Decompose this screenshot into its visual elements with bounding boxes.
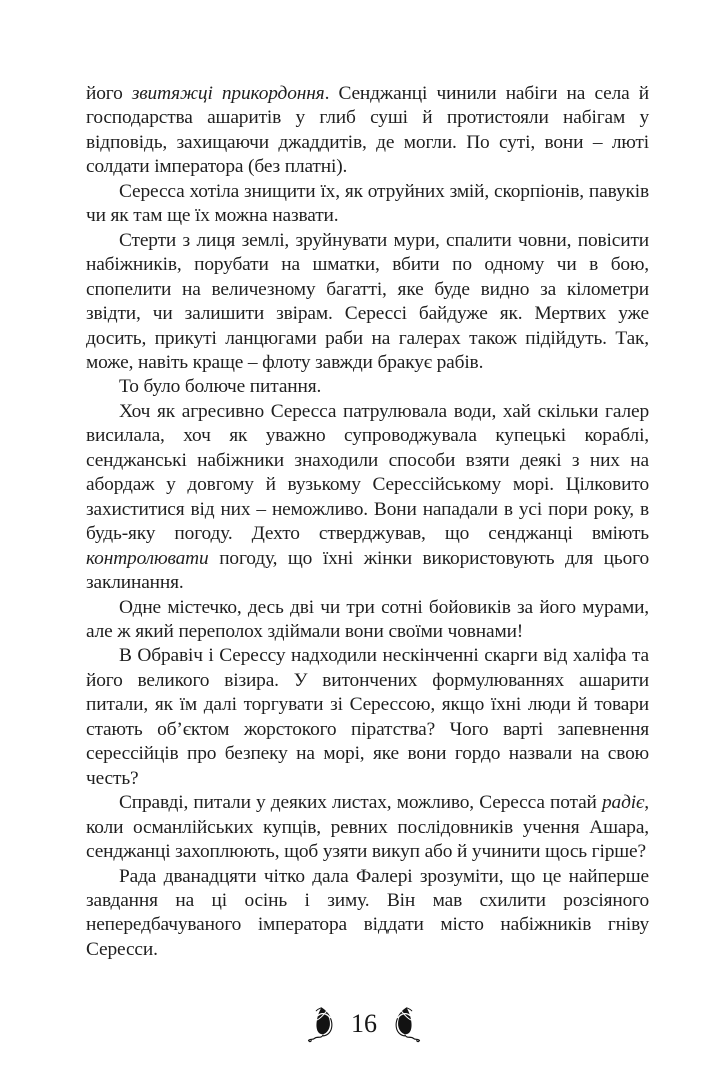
page-number: 16 xyxy=(351,1009,377,1038)
paragraph: Одне містечко, десь дві чи три сотні бойовиків за його мурами, але ж який переполох здіймали вони своїми човнами! xyxy=(86,596,649,642)
fleuron-right-icon xyxy=(388,1005,422,1043)
paragraph: Сересса хотіла знищити їх, як отруйних змій, скорпіонів, павуків чи як там ще їх можна назвати. xyxy=(86,180,649,227)
paragraph: Справді, питали у деяких листах, можливо, Сересса потай радіє, коли османлійських купців, ревних послідовників учення Ашара, сенджанці захоплюють, щоб узяти викуп або й учинити щось гірше? xyxy=(86,792,649,863)
paragraph: Рада дванадцяти чітко дала Фалері зрозуміти, що це найперше завдання на ці осінь і зиму. Він мав схилити розсіяного непередбачуваного імператора віддати місто набіжників гніву Сересси. xyxy=(86,865,649,960)
text-block xyxy=(86,82,649,962)
paragraph: То було болюче питання. xyxy=(119,376,322,398)
page-footer xyxy=(0,1002,728,1046)
paragraph: Хоч як агресивно Сересса патрулювала води, хай скільки галер висилала, хоч як уважно супроводжувала купецькі кораблі, сенджанські набіжники знаходили способи взяти деякі з них на абордаж у довгому й вузькому Серессійському морі. Цілковито захиститися від них – неможливо. Вони нападали в усі пори року, в будь-яку погоду. Дехто стверджував, що сенджанці вміють контролювати погоду, що їхні жінки використовують для цього заклинання. xyxy=(86,400,649,594)
paragraph: В Обравіч і Серессу надходили нескінченні скарги від халіфа та його великого візира. У витончених формулюваннях ашарити питали, як їм далі торгувати зі Серессою, якщо їхні люди й товари стають об’єктом жорстокого піратства? Чого варті запевнення серессійців про безпеку на морі, яке вони гордо назвали на свою честь? xyxy=(86,645,649,789)
paragraph: Стерти з лиця землі, зруйнувати мури, спалити човни, повісити набіжників, порубати на шматки, вбити по одному чи в бою, спопелити на величезному багатті, яке буде видно за кілометри звідти, чи залишити звірам. Серессі байдуже як. Мертвих уже досить, прикуті ланцюгами раби на галерах також підійдуть. Так, може, навіть краще – флоту завжди бракує рабів. xyxy=(86,229,649,373)
paragraph: його звитяжці прикордоння. Сенджанці чинили набіги на села й господарства ашаритів у глиб суші й протистояли набігам у відповідь, захищаючи джаддитів, де могли. По суті, вони – люті солдати імператора (без платні). xyxy=(86,83,649,178)
fleuron-left-icon xyxy=(306,1005,340,1043)
